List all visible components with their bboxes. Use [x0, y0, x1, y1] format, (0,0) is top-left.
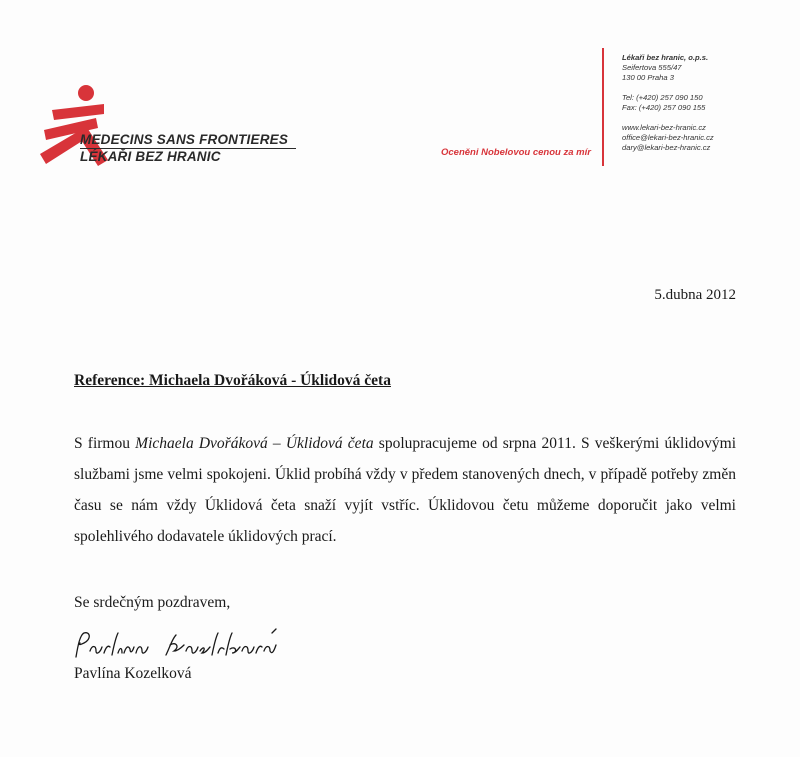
org-name: [80, 132, 296, 165]
signature-icon: [66, 625, 286, 665]
contact-city: 130 00 Praha 3: [622, 73, 674, 82]
letter-subject: Reference: Michaela Dvořáková - Úklidová četa: [74, 372, 391, 389]
contact-email-dary[interactable]: dary@lekari-bez-hranic.cz: [622, 143, 711, 152]
handwritten-signature: [66, 625, 286, 670]
contact-street: Seifertova 555/47: [622, 63, 682, 72]
letter-date: 5.dubna 2012: [654, 287, 736, 303]
body-rest: spolupracujeme od srpna 2011. S veškerými úklidovými službami jsme velmi spokojeni. Úklid probíhá vždy v předem stanovených dnech, v případě potřeby změn času se nám vždy Úklidová četa snaží vyjít vstříc. Úklidovou četu můžeme doporučit jako velmi spolehlivého dodavatele úklidových prací.: [74, 435, 736, 545]
letter-closing: Se srdečným pozdravem,: [74, 594, 231, 611]
slogan: Oceněni Nobelovou cenou za mír: [441, 147, 591, 158]
contact-web[interactable]: www.lekari-bez-hranic.cz: [622, 123, 706, 132]
contact-fax: Fax: (+420) 257 090 155: [622, 103, 706, 112]
contact-org: Lékaři bez hranic, o.p.s.: [622, 53, 709, 62]
org-name-line1: MEDECINS SANS FRONTIERES: [80, 132, 289, 147]
body-company: Michaela Dvořáková – Úklidová četa: [135, 435, 374, 452]
org-name-line2: LÉKAŘI BEZ HRANIC: [80, 149, 221, 164]
header-divider: [602, 48, 604, 166]
contact-block: [622, 53, 714, 153]
signer-name: Pavlína Kozelková: [74, 665, 192, 682]
body-intro: S firmou: [74, 435, 136, 452]
contact-tel: Tel: (+420) 257 090 150: [622, 93, 703, 102]
contact-email-office[interactable]: office@lekari-bez-hranic.cz: [622, 133, 714, 142]
letter-body: [74, 428, 736, 552]
